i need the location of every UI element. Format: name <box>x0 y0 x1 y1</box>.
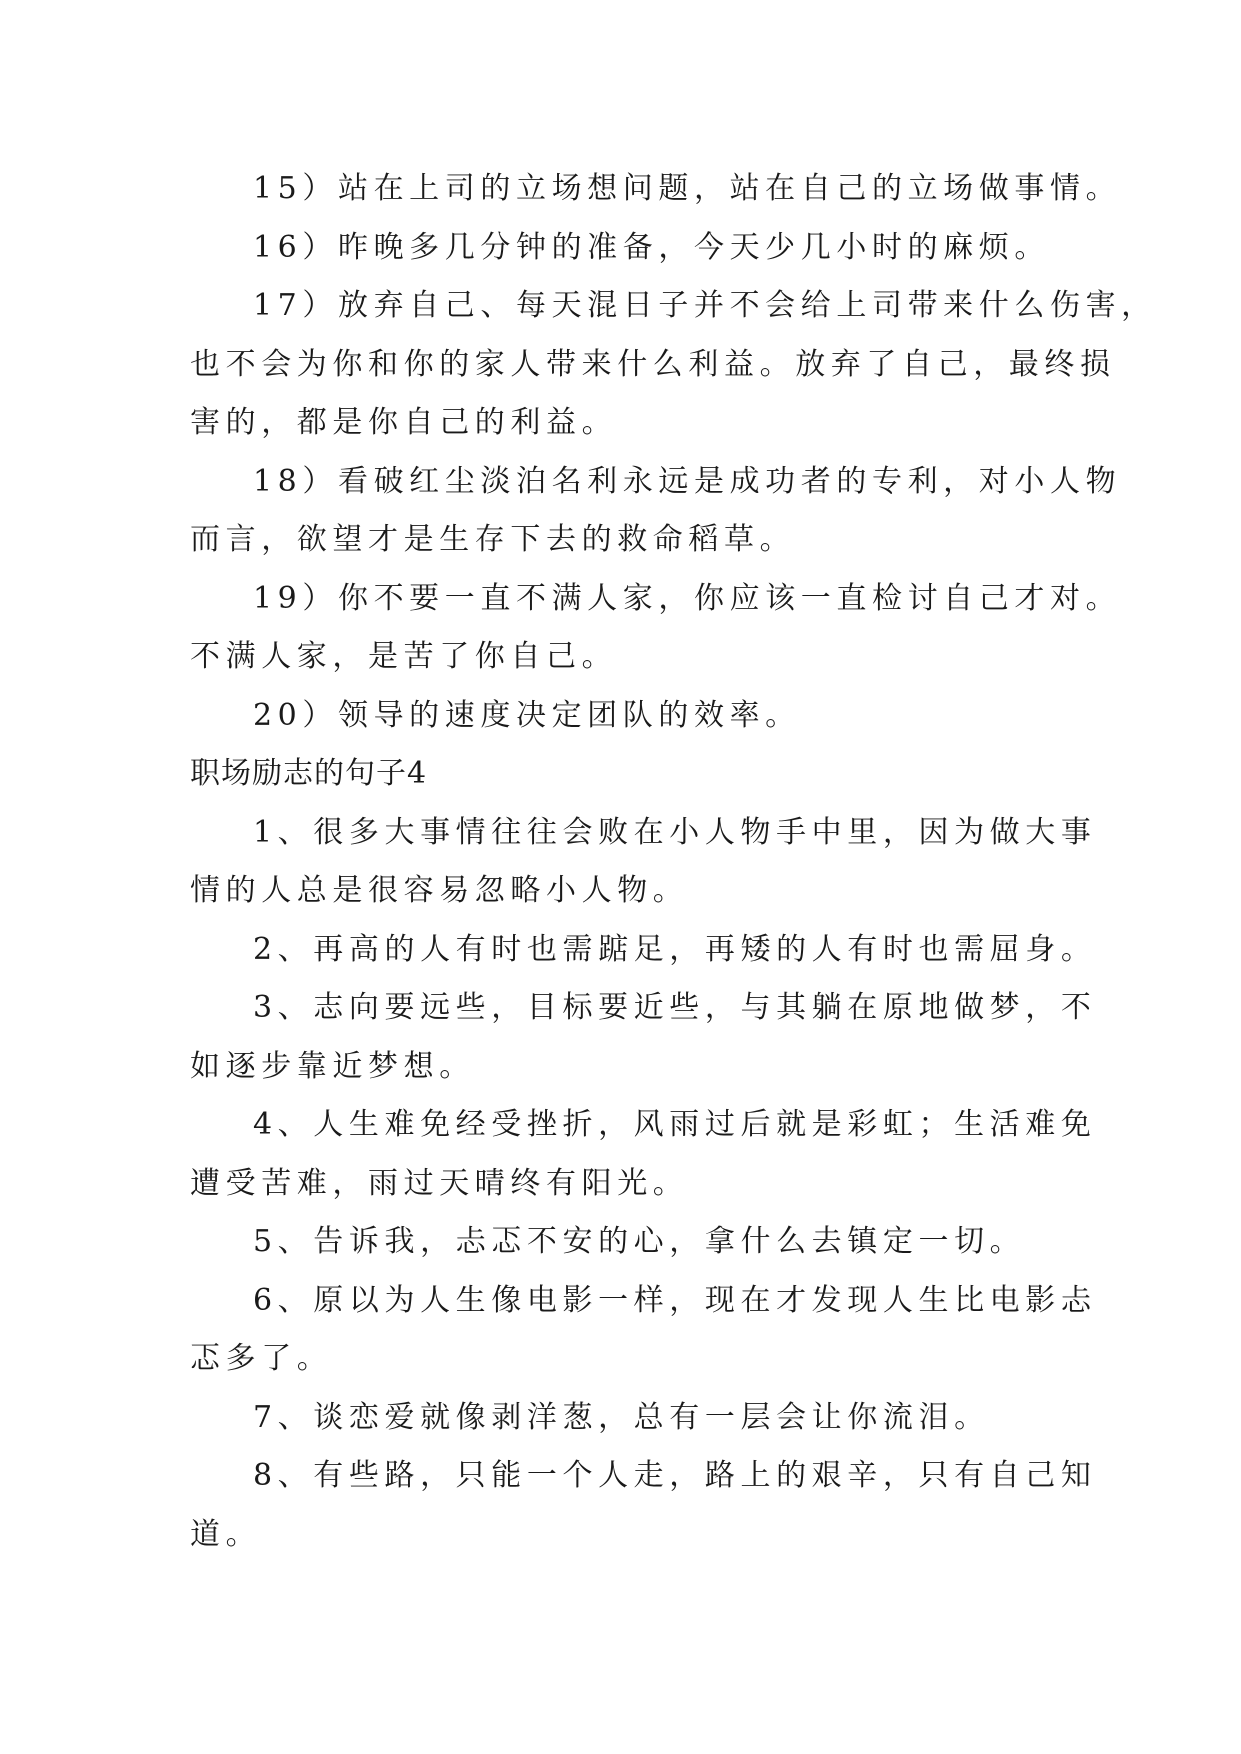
paragraph-line: 2、再高的人有时也需踮足，再矮的人有时也需屈身。 <box>253 931 1097 967</box>
quote-paragraph-15 <box>190 160 1122 219</box>
paragraph-line: 8、有些路，只能一个人走，路上的艰辛，只有自己知 <box>253 1458 1097 1493</box>
section-item-3 <box>190 979 1097 1096</box>
paragraph-line: 19）你不要一直不满人家，你应该一直检讨自己才对。 <box>253 580 1122 616</box>
paragraph-line: 道。 <box>190 1516 262 1552</box>
section-item-6 <box>190 1272 1097 1389</box>
quote-paragraph-18 <box>190 453 1122 570</box>
paragraph-line: 而言，欲望才是生存下去的救命稻草。 <box>190 522 796 557</box>
paragraph-line: 1、很多大事情往往会败在小人物手中里，因为做大事 <box>253 814 1097 850</box>
paragraph-line: 不满人家，是苦了你自己。 <box>190 639 618 674</box>
quote-paragraph-17 <box>190 277 1157 453</box>
paragraph-line: 3、志向要远些，目标要近些，与其躺在原地做梦，不 <box>253 990 1097 1025</box>
paragraph-line: 害的，都是你自己的利益。 <box>190 405 618 440</box>
paragraph-line: 20）领导的速度决定团队的效率。 <box>253 697 801 733</box>
section-item-1 <box>190 804 1097 921</box>
paragraph-line: 情的人总是很容易忽略小人物。 <box>190 873 689 908</box>
paragraph-line: 6、原以为人生像电影一样，现在才发现人生比电影忐 <box>253 1282 1097 1318</box>
section-heading: 职场励志的句子4 <box>190 756 428 791</box>
quote-paragraph-16 <box>190 219 1090 278</box>
paragraph-line: 5、告诉我，忐忑不安的心，拿什么去镇定一切。 <box>253 1224 1026 1259</box>
section-item-2 <box>190 921 1097 980</box>
section-item-7 <box>190 1389 1090 1448</box>
paragraph-line: 遭受苦难，雨过天晴终有阳光。 <box>190 1165 689 1201</box>
document-body <box>190 160 1157 1564</box>
paragraph-line: 4、人生难免经受挫折，风雨过后就是彩虹；生活难免 <box>253 1107 1097 1142</box>
paragraph-line: 15）站在上司的立场想问题，站在自己的立场做事情。 <box>253 171 1122 206</box>
section-item-4 <box>190 1096 1097 1213</box>
paragraph-line: 如逐步靠近梦想。 <box>190 1048 475 1084</box>
paragraph-line: 忑多了。 <box>190 1341 333 1376</box>
section-item-5 <box>190 1213 1090 1272</box>
quote-paragraph-19 <box>190 570 1122 687</box>
section-item-8 <box>190 1447 1097 1564</box>
paragraph-line: 也不会为你和你的家人带来什么利益。放弃了自己，最终损 <box>190 346 1116 382</box>
paragraph-line: 17）放弃自己、每天混日子并不会给上司带来什么伤害， <box>253 288 1157 323</box>
quote-paragraph-20 <box>190 687 1090 746</box>
paragraph-line: 7、谈恋爱就像剥洋葱，总有一层会让你流泪。 <box>253 1399 990 1435</box>
paragraph-line: 18）看破红尘淡泊名利永远是成功者的专利，对小人物 <box>253 463 1122 499</box>
paragraph-line: 16）昨晚多几分钟的准备，今天少几小时的麻烦。 <box>253 229 1050 265</box>
